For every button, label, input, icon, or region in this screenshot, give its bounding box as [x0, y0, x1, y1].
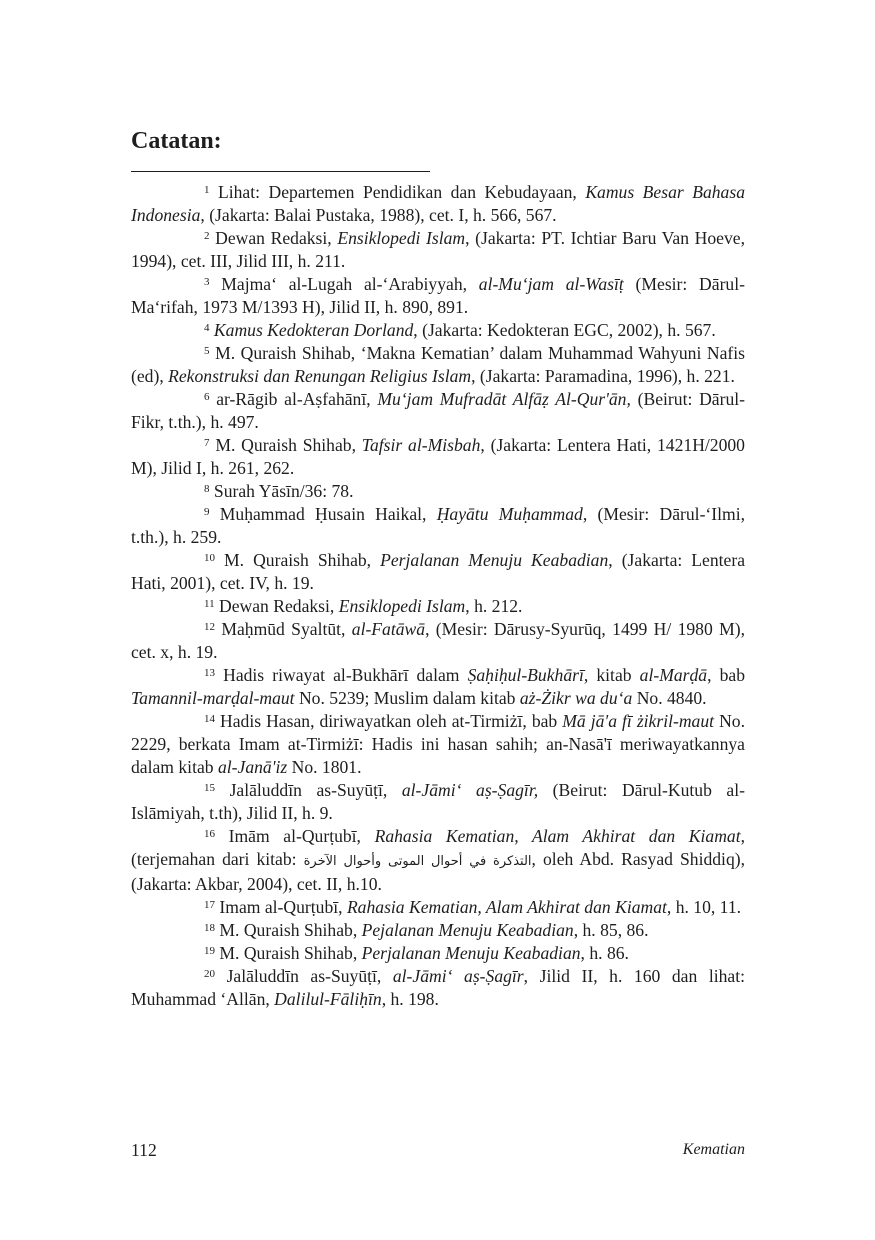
arabic-title: التذكرة في أحوال الموتى وأحوال الآخرة [303, 854, 532, 869]
footnote-text: M. Quraish Shihab, ‘Makna Kematian’ dalam Muhammad Wahyuni Nafis (ed), [131, 343, 745, 386]
footnote-text: Dewan Redaksi, [215, 228, 338, 248]
footnote [131, 595, 745, 618]
footnote [131, 618, 745, 664]
footnote [131, 825, 745, 896]
footnote-text: , h. 198. [381, 989, 439, 1009]
footnote-number: 3 [204, 276, 210, 288]
footnote [131, 480, 745, 503]
footnote-text: M. Quraish Shihab, [219, 920, 362, 940]
footnote-number: 14 [204, 713, 215, 725]
notes-heading: Catatan: [131, 128, 222, 154]
footnote-text: No. 1801. [287, 757, 362, 777]
footnote-text: Jalāluddīn as-Suyūṭī, [226, 966, 393, 986]
footnote-title: Tafsir al-Misbah [361, 435, 481, 455]
footnote-number: 6 [204, 391, 210, 403]
footnote [131, 710, 745, 779]
footnote-text: , Jilid II, h. 160 dan lihat: Muhammad ‘Allān, [131, 966, 745, 1009]
footnote-title: Rahasia Kematian, Alam Akhirat dan Kiamat [346, 897, 667, 917]
footnote-number: 12 [204, 621, 215, 633]
footnote-text: , (Jakarta: Kedokteran EGC, 2002), h. 567. [413, 320, 716, 340]
footnote-text: Imam al-Qurṭubī, [219, 897, 347, 917]
footnote [131, 896, 745, 919]
footnote-text: Imām al-Qurṭubī, [228, 826, 375, 846]
footnote-title: Kamus Besar Bahasa Indonesia [131, 182, 745, 225]
footnote-number: 17 [204, 899, 215, 911]
footnote-title: al-Fatāwā [351, 619, 426, 639]
footnote [131, 919, 745, 942]
footnote-text: No. 2229, berkata Imam at-Tirmiżī: Hadis ini hasan sahih; an-Nasā'ī meriwayatkannya dalam kitab [131, 711, 745, 777]
footnote-text: , oleh Abd. Rasyad Shiddiq), (Jakarta: Akbar, 2004), cet. II, h.10. [131, 849, 745, 894]
footnote-text: M. Quraish Shihab, [224, 550, 381, 570]
footnote-number: 9 [204, 506, 210, 518]
footnote-text: Hadis riwayat al-Bukhārī dalam [223, 665, 468, 685]
footnote-title: Ensiklopedi Islam [338, 596, 466, 616]
footnotes-list [131, 181, 745, 1011]
footnote-number: 13 [204, 667, 215, 679]
footnote [131, 549, 745, 595]
page-number: 112 [131, 1140, 157, 1160]
footnote-title: Mā jā'a fī żikril-maut [562, 711, 715, 731]
footnote-number: 7 [204, 437, 210, 449]
footnote-title: Rahasia Kematian, Alam Akhirat dan Kiamat [374, 826, 741, 846]
footnote-text: , (Jakarta: Paramadina, 1996), h. 221. [471, 366, 735, 386]
footnote-title: al-Mu‘jam al-Wasīṭ [478, 274, 624, 294]
footnote-title: al-Janā'iz [217, 757, 288, 777]
footnote-title: al-Jāmi‘ aṣ-Ṣagīr [392, 966, 524, 986]
footnote-text: Surah Yāsīn/36: 78. [213, 481, 354, 501]
footnote-text: , h. 85, 86. [573, 920, 649, 940]
footnote-text: , (terjemahan dari kitab: [131, 826, 746, 869]
footnote-number: 19 [204, 945, 215, 957]
footnote [131, 664, 745, 710]
footnote-number: 4 [204, 322, 210, 334]
footnote [131, 227, 745, 273]
footnote-title: Kamus Kedokteran Dorland [213, 320, 414, 340]
footnote-title: Mu‘jam Mufradāt Alfāẓ Al-Qur'ān, [377, 389, 631, 409]
footnote [131, 319, 745, 342]
footnote-text: , kitab [583, 665, 640, 685]
footnote-title: Perjalanan Menuju Keabadian [361, 943, 581, 963]
footnote [131, 434, 745, 480]
footnote-text: No. 5239; Muslim dalam kitab [294, 688, 520, 708]
footnote-number: 2 [204, 230, 210, 242]
footnote-text: Lihat: Departemen Pendidikan dan Kebudayaan, [218, 182, 586, 202]
footnote [131, 388, 745, 434]
footnote-text: Muḥammad Ḥusain Haikal, [219, 504, 437, 524]
footnote-text: Jalāluddīn as-Suyūṭī, [229, 780, 402, 800]
footnote-text: Maḥmūd Syaltūt, [221, 619, 352, 639]
footnote-text: (Mesir: Dārul-Ma‘rifah, 1973 M/1393 H), Jilid II, h. 890, 891. [131, 274, 745, 317]
footnote-number: 15 [204, 782, 215, 794]
footnote-number: 5 [204, 345, 210, 357]
footnote-number: 8 [204, 483, 210, 495]
footnote-text: Majma‘ al-Lugah al-‘Arabiyyah, [221, 274, 479, 294]
footnote-title: Rekonstruksi dan Renungan Religius Islam [168, 366, 472, 386]
footnote-text: , h. 86. [580, 943, 629, 963]
footnote [131, 273, 745, 319]
footnote-text: (Beirut: Dārul-Kutub al-Islāmiyah, t.th), Jilid II, h. 9. [131, 780, 745, 823]
footnote-text: , bab [707, 665, 746, 685]
footnote-number: 1 [204, 184, 210, 196]
footnote-text: , h. 10, 11. [666, 897, 742, 917]
footnote-text: , (Jakarta: PT. Ichtiar Baru Van Hoeve, 1994), cet. III, Jilid III, h. 211. [131, 228, 745, 271]
running-title: Kematian [682, 1141, 745, 1158]
footnote [131, 942, 745, 965]
footnote-text: , (Jakarta: Lentera Hati, 1421H/2000 M), Jilid I, h. 261, 262. [131, 435, 745, 478]
footnote-title: Perjalanan Menuju Keabadian [380, 550, 609, 570]
footnote-title: Pejalanan Menuju Keabadian [361, 920, 574, 940]
footnote-title: al-Jāmi‘ aṣ-Ṣagīr, [401, 780, 539, 800]
footnote-text: M. Quraish Shihab, [215, 435, 362, 455]
footnote-title: Tamannil-marḍal-maut [131, 688, 295, 708]
footnote-text: , (Jakarta: Lentera Hati, 2001), cet. IV, h. 19. [131, 550, 746, 593]
footnote-number: 11 [204, 598, 215, 610]
footnote-number: 20 [204, 968, 215, 980]
footnote-number: 16 [204, 828, 215, 840]
footnote-title: Dalilul-Fāliḥīn [274, 989, 382, 1009]
footnote-text: , (Mesir: Dārul-‘Ilmi, t.th.), h. 259. [131, 504, 746, 547]
footnote-text: , (Jakarta: Balai Pustaka, 1988), cet. I, h. 566, 567. [200, 205, 557, 225]
footnote [131, 181, 745, 227]
footnote-title: Ḥayātu Muḥammad [436, 504, 583, 524]
footnote [131, 779, 745, 825]
footnote [131, 342, 745, 388]
footnote-title: Ṣaḥiḥul-Bukhārī [467, 665, 584, 685]
footnote-text: Dewan Redaksi, [219, 596, 339, 616]
footnote-title: Ensiklopedi Islam [337, 228, 466, 248]
footnote-text: No. 4840. [632, 688, 707, 708]
footnote-number: 18 [204, 922, 215, 934]
footnote-text: , h. 212. [465, 596, 523, 616]
footnote-number: 10 [204, 552, 215, 564]
footnote-text: Hadis Hasan, diriwayatkan oleh at-Tirmiżī, bab [220, 711, 563, 731]
footnote-text: M. Quraish Shihab, [219, 943, 362, 963]
footnote-divider [131, 171, 430, 172]
footnote-text: , (Mesir: Dārusy-Syurūq, 1499 H/ 1980 M), cet. x, h. 19. [131, 619, 745, 662]
footnote-text: ar-Rāgib al-Aṣfahānī, [216, 389, 378, 409]
footnote-title: al-Marḍā [639, 665, 708, 685]
footnote [131, 503, 745, 549]
footnote [131, 965, 745, 1011]
footnote-text: (Beirut: Dārul-Fikr, t.th.), h. 497. [131, 389, 745, 432]
footnote-title: aż-Żikr wa du‘a [519, 688, 633, 708]
